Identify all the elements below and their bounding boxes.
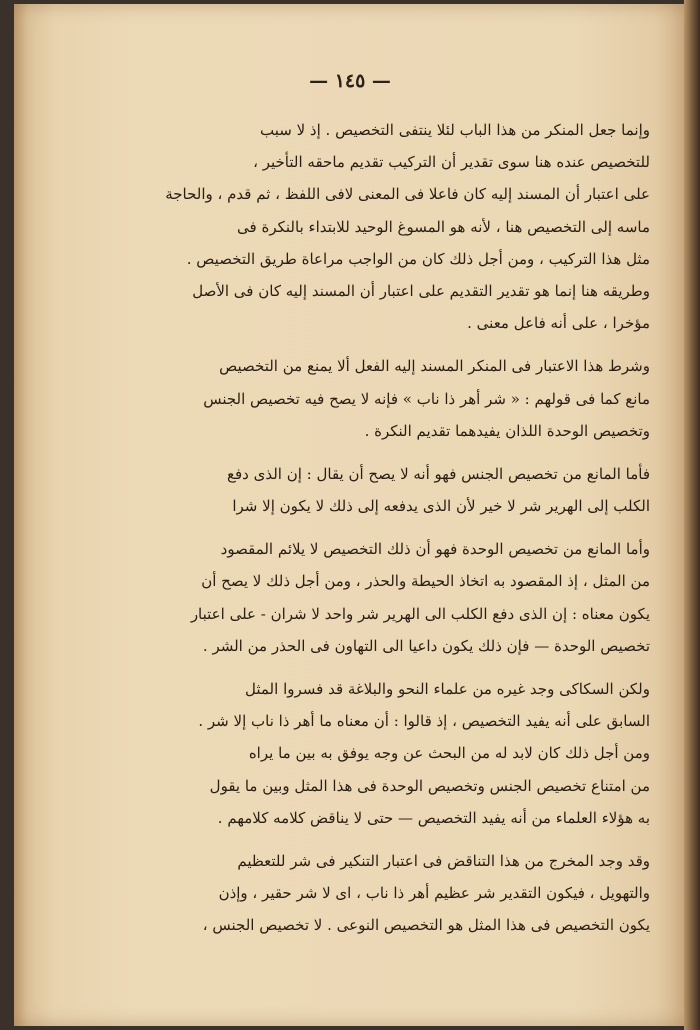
text-line: يكون معناه : إن الذى دفع الكلب الى الهرير شر واحد لا شران - على اعتبار xyxy=(190,604,650,623)
book-gutter xyxy=(684,0,700,1030)
text-line: على اعتبار أن المسند إليه كان فاعلا فى المعنى لافى اللفظ ، ثم قدم ، والحاجة xyxy=(165,185,650,204)
text-line: تخصيص الوحدة — فإن ذلك يكون داعيا الى التهاون فى الحذر من الشر . xyxy=(202,636,650,655)
text-line: السابق على أنه يفيد التخصيص ، إذ قالوا : أن معناه ما أهر ذا ناب إلا شر . xyxy=(198,712,650,731)
text-line: وإنما جعل المنكر من هذا الباب لئلا ينتفى التخصيص . إذ لا سبب xyxy=(260,121,650,139)
text-line: ولكن السكاكى وجد غيره من علماء النحو والبلاغة قد فسروا المثل xyxy=(245,680,650,698)
body-text xyxy=(160,114,650,953)
text-line: وشرط هذا الاعتبار فى المنكر المسند إليه الفعل ألا يمنع من التخصيص xyxy=(219,357,650,376)
text-line: فأما المانع من تخصيص الجنس فهو أنه لا يصح أن يقال : إن الذى دفع xyxy=(226,464,650,483)
paragraph xyxy=(160,350,650,447)
text-line: وقد وجد المخرج من هذا التناقض فى اعتبار التنكير فى شر للتعظيم xyxy=(237,851,650,870)
text-line: ماسه إلى التخصيص هنا ، لأنه هو المسوغ الوحيد للابتداء بالنكرة فى xyxy=(237,217,650,236)
paragraph xyxy=(160,845,650,942)
text-line: مؤخرا ، على أنه فاعل معنى . xyxy=(467,314,650,333)
page-number: — ١٤٥ — xyxy=(309,70,391,92)
text-line: به هؤلاء العلماء من أنه يفيد التخصيص — حتى لا يناقض كلامه كلامهم . xyxy=(217,808,650,827)
paragraph xyxy=(160,533,650,662)
text-line: يكون التخصيص فى هذا المثل هو التخصيص النوعى . لا تخصيص الجنس ، xyxy=(202,916,650,935)
paper-sheet xyxy=(14,4,686,1026)
text-line: وأما المانع من تخصيص الوحدة فهو أن ذلك التخصيص لا يلائم المقصود xyxy=(220,540,650,559)
paragraph xyxy=(160,114,650,339)
text-line: من امتناع تخصيص الجنس وتخصيص الوحدة فى هذا المثل وبين ما يقول xyxy=(209,776,650,795)
text-line: ومن أجل ذلك كان لابد له من البحث عن وجه يوفق به بين ما يراه xyxy=(248,744,650,763)
text-line: والتهويل ، فيكون التقدير شر عظيم أهر ذا ناب ، اى لا شر حقير ، وإذن xyxy=(218,884,650,903)
text-line: للتخصيص عنده هنا سوى تقدير أن التركيب تقديم ماحقه التأخير ، xyxy=(253,153,650,172)
text-line: مانع كما فى قولهم : « شر أهر ذا ناب » فإنه لا يصح فيه تخصيص الجنس xyxy=(203,389,650,408)
text-line: وطريقه هنا إنما هو تقدير التقديم على اعتبار أن المسند إليه كان فى الأصل xyxy=(192,281,650,300)
paragraph xyxy=(160,673,650,834)
text-line: الكلب إلى الهرير شر لا خير لأن الذى يدفعه إلى ذلك لا يكون إلا شرا xyxy=(232,497,650,516)
text-line: وتخصيص الوحدة اللذان يفيدهما تقديم النكرة . xyxy=(364,421,650,440)
text-line: من المثل ، إذ المقصود به اتخاذ الحيطة والحذر ، ومن أجل ذلك لا يصح أن xyxy=(201,572,650,591)
text-line: مثل هذا التركيب ، ومن أجل ذلك كان من الواجب مراعاة طريق التخصيص . xyxy=(186,249,650,268)
paragraph xyxy=(160,458,650,522)
